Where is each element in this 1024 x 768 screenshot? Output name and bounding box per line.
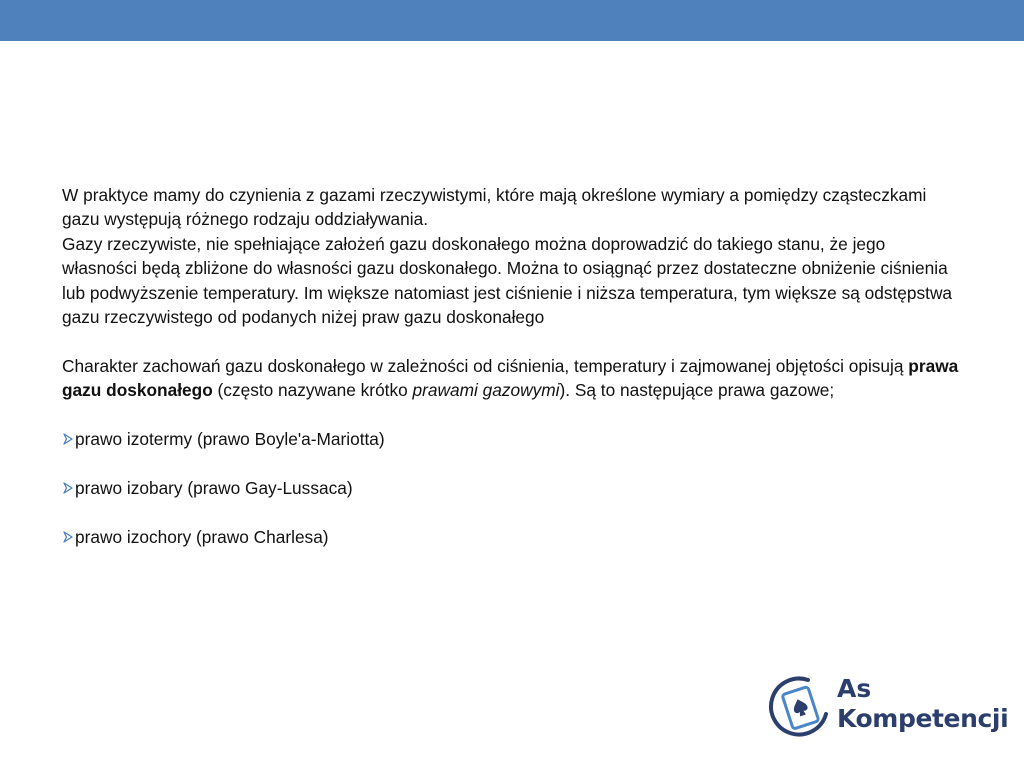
arrow-bullet-icon (62, 477, 74, 491)
card-spade-logo-icon (768, 670, 832, 745)
list-item-isochoric-law (62, 525, 962, 549)
list-item-isobaric-law (62, 476, 962, 500)
list-spacer (62, 500, 962, 524)
list-spacer (62, 451, 962, 475)
list-item-label: prawo izobary (prawo Gay-Lussaca) (75, 477, 353, 498)
intro-italic-term: prawami gazowymi (412, 380, 560, 401)
slide-content (62, 183, 962, 549)
arrow-bullet-icon (62, 428, 74, 442)
paragraph-ideal-gas-conditions: Gazy rzeczywiste, nie spełniające założeń gazu doskonałego można doprowadzić do takiego stanu, że jego własności będą zbliżone do własności gazu doskonałego. Można to osiągnąć przez dostateczne obniżenie ciśnienia lub podwyższenie temperatury. Im większe natomiast jest ciśnienie i niższa temperatura, tym większe są odstępstwa gazu rzeczywistego od podanych niżej praw gazu doskonałego (62, 233, 953, 328)
logo-wordmark (837, 674, 1008, 734)
arrow-bullet-icon (62, 526, 74, 540)
paragraph-real-gases: W praktyce mamy do czynienia z gazami rzeczywistymi, które mają określone wymiary a pomiędzy cząsteczkami gazu występują różnego rodzaju oddziaływania. (62, 185, 927, 230)
list-item-label: prawo izochory (prawo Charlesa) (75, 526, 329, 547)
intro-text-part-1: Charakter zachowań gazu doskonałego w zależności od ciśnienia, temperatury i zajmowanej objętości opisują (62, 355, 909, 376)
paragraph-spacer (62, 329, 962, 353)
top-header-bar (0, 0, 1024, 41)
as-kompetencji-logo (768, 670, 1008, 745)
intro-bold-term: prawa gazu doskonałego (62, 355, 959, 401)
paragraph-gas-laws-intro (62, 354, 962, 403)
logo-line-as: As (837, 674, 872, 703)
intro-text-part-2: (często nazywane krótko (212, 380, 413, 401)
intro-text-part-3: ). Są to następujące prawa gazowe; (559, 380, 835, 401)
logo-line-kompetencji: Kompetencji (837, 704, 1009, 733)
list-item-label: prawo izotermy (prawo Boyle'a-Mariotta) (75, 429, 385, 450)
paragraph-spacer (62, 403, 962, 427)
list-item-isothermal-law (62, 427, 962, 451)
